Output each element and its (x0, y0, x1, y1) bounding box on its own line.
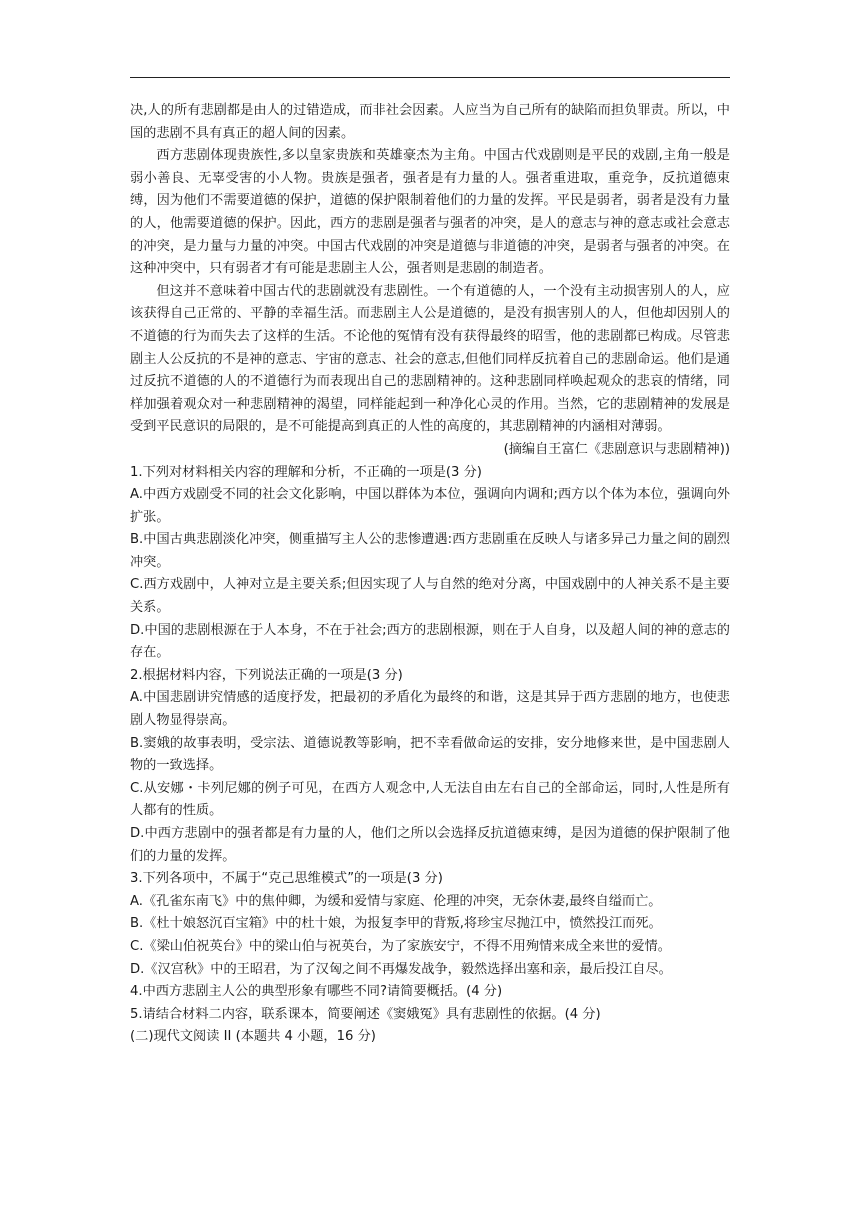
question-1-stem: 1.下列对材料相关内容的理解和分析，不正确的一项是(3 分) (130, 464, 482, 480)
question-1-option-b: B.中国古典悲剧淡化冲突，侧重描写主人公的悲惨遭遇:西方悲剧重在反映人与诸多异己力量之间的剧烈冲突。 (130, 532, 730, 570)
section-heading: (二)现代文阅读 II (本题共 4 小题，16 分) (130, 1029, 376, 1045)
question-3-option-d: D.《汉宫秋》中的王昭君，为了汉匈之间不再爆发战争，毅然选择出塞和亲，最后投江自尽。 (130, 961, 672, 977)
question-1-option-a: A.中西方戏剧受不同的社会文化影响，中国以群体为本位，强调向内调和;西方以个体为本位，强调向外扩张。 (130, 487, 730, 525)
passage-paragraph-1: 决,人的所有悲剧都是由人的过错造成，而非社会因素。人应当为自己所有的缺陷而担负罪责。所以，中国的悲剧不具有真正的超人间的因素。 (130, 103, 730, 141)
question-3-option-c: C.《梁山伯祝英台》中的梁山伯与祝英台，为了家族安宁，不得不用殉情来成全来世的爱情。 (130, 938, 671, 954)
question-2-option-c: C.从安娜・卡列尼娜的例子可见，在西方人观念中,人无法自由左右自己的全部命运，同时,人性是所有人都有的性质。 (130, 780, 730, 819)
question-1-option-d: D.中国的悲剧根源在于人本身，不在于社会;西方的悲剧根源，则在于人自身，以及超人间的神的意志的存在。 (130, 622, 730, 661)
question-4: 4.中西方悲剧主人公的典型形象有哪些不同?请简要概括。(4 分) (130, 984, 503, 1000)
question-2-option-d: D.中西方悲剧中的强者都是有力量的人，他们之所以会选择反抗道德束缚，是因为道德的保护限制了他们的力量的发挥。 (130, 826, 730, 864)
question-3-option-b: B.《杜十娘怒沉百宝箱》中的杜十娘，为报复李甲的背叛,将珍宝尽抛江中，愤然投江而死。 (130, 916, 662, 932)
question-2-option-b: B.窦娥的故事表明，受宗法、道德说教等影响，把不幸看做命运的安排，安分地修来世，是中国悲剧人物的一致选择。 (130, 735, 730, 774)
question-2-stem: 2.根据材料内容，下列说法正确的一项是(3 分) (130, 667, 403, 683)
question-5: 5.请结合材料二内容，联系课本，简要阐述《窦娥冤》具有悲剧性的依据。(4 分) (130, 1006, 601, 1022)
question-1-option-c: C.西方戏剧中，人神对立是主要关系;但因实现了人与自然的绝对分离，中国戏剧中的人神关系不是主要关系。 (130, 577, 730, 616)
passage-paragraph-2: 西方悲剧体现贵族性,多以皇家贵族和英雄豪杰为主角。中国古代戏剧则是平民的戏剧,主角一般是弱小善良、无辜受害的小人物。贵族是强者，强者是有力量的人。强者重进取，重竞争，反抗道德束缚，因为他们不需要道德的保护，道德的保护限制着他们的力量的发挥。平民是弱者，弱者是没有力量的人，他需要道德的保护。因此，西方的悲剧是强者与强者的冲突，是人的意志与神的意志或社会意志的冲突，是力量与力量的冲突。中国古代戏剧的冲突是道德与非道德的冲突，是弱者与强者的冲突。在这种冲突中，只有弱者才有可能是悲剧主人公，强者则是悲剧的制造者。 (130, 148, 730, 277)
question-3-option-a: A.《孔雀东南飞》中的焦仲卿，为缓和爱情与家庭、伦理的冲突，无奈休妻,最终自缢而亡。 (130, 893, 662, 909)
header-rule (130, 77, 730, 78)
document-body (130, 100, 730, 1049)
passage-paragraph-3: 但这并不意味着中国古代的悲剧就没有悲剧性。一个有道德的人，一个没有主动损害别人的人，应该获得自己正常的、平静的幸福生活。而悲剧主人公是道德的，是没有损害别人的人，但他却因别人的不道德的行为而失去了这样的生活。不论他的冤情有没有获得最终的昭雪，他的悲剧都已构成。尽管悲剧主人公反抗的不是神的意志、宇宙的意志、社会的意志,但他们同样反抗着自己的悲剧命运。他们是通过反抗不道德的人的不道德行为而表现出自己的悲剧精神的。这种悲剧同样唤起观众的悲哀的情绪，同样加强着观众对一种悲剧精神的渴望，同样能起到一种净化心灵的作用。当然，它的悲剧精神的发展是受到平民意识的局限的，是不可能提高到真正的人性的高度的，其悲剧精神的内涵相对薄弱。 (130, 283, 730, 435)
passage-source: (摘编自王富仁《悲剧意识与悲剧精神)) (503, 441, 730, 457)
question-2-option-a: A.中国悲剧讲究情感的适度抒发，把最初的矛盾化为最终的和谐，这是其异于西方悲剧的地方，也使悲剧人物显得崇高。 (130, 690, 730, 729)
question-3-stem: 3.下列各项中，不属于“克己思维模式”的一项是(3 分) (130, 871, 443, 887)
